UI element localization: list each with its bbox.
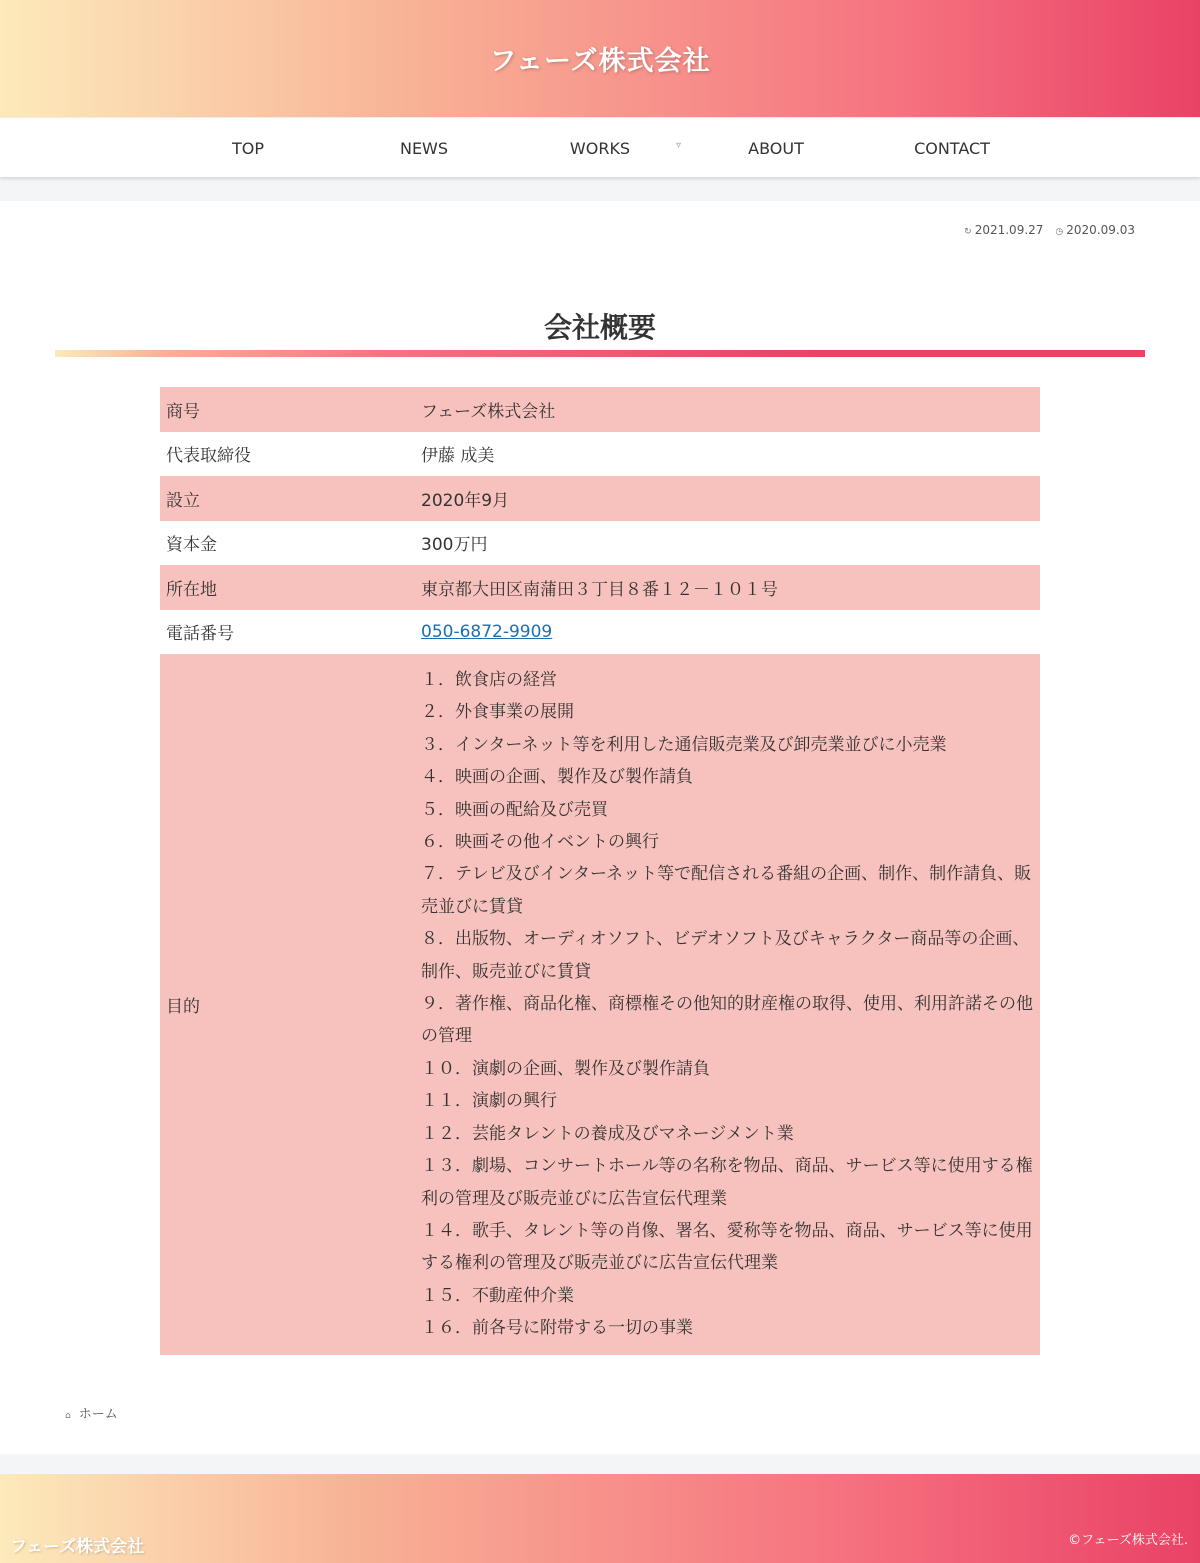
purpose-item: １２．芸能タレントの養成及びマネージメント業: [421, 1123, 794, 1144]
purpose-item: ２．外食事業の展開: [421, 702, 574, 723]
nav-item-top[interactable]: TOP: [231, 138, 264, 158]
purpose-item: １５．不動産仲介業: [421, 1285, 574, 1306]
row-label: 資本金: [166, 535, 217, 556]
row-value: フェーズ株式会社: [415, 387, 1040, 432]
row-label: 所在地: [160, 565, 415, 610]
purpose-item: １０．演劇の企画、製作及び製作請負: [421, 1058, 710, 1079]
phone-link[interactable]: 050-6872-9909: [421, 621, 553, 642]
purpose-item: ６．映画その他イベントの興行: [421, 832, 659, 853]
nav-item-about[interactable]: ABOUT: [748, 138, 804, 158]
site-title[interactable]: フェーズ株式会社: [489, 46, 711, 77]
table-row: [160, 476, 1040, 521]
row-value: 東京都大田区南蒲田３丁目８番１２－１０１号: [415, 565, 1040, 610]
purpose-item: ４．映画の企画、製作及び製作請負: [421, 767, 693, 788]
post-dates: [964, 223, 1135, 237]
purpose-item: １４．歌手、タレント等の肖像、署名、愛称等を物品、商品、サービス等に使用する権利の管理及び販売並びに広告宣伝代理業: [421, 1220, 1033, 1274]
row-label: 設立: [160, 476, 415, 521]
copyright: ©フェーズ株式会社.: [1068, 1533, 1188, 1548]
table-row: [160, 387, 1040, 432]
purpose-item: ９．著作権、商品化権、商標権その他知的財産権の取得、使用、利用許諾その他の管理: [421, 994, 1033, 1047]
row-label: 電話番号: [166, 624, 234, 645]
row-value: [415, 610, 1040, 655]
purpose-item: ８．出版物、オーディオソフト、ビデオソフト及びキャラクター商品等の企画、制作、販売並びに賃貸: [421, 929, 1030, 982]
purpose-list: [415, 654, 1040, 1355]
breadcrumb: [65, 1403, 118, 1422]
nav-item-works[interactable]: WORKS: [569, 138, 631, 158]
refresh-icon: ↻: [964, 227, 972, 237]
clock-icon: ◷: [1055, 227, 1064, 237]
main-content: [0, 201, 1200, 1454]
updated-date: ↻ 2021.09.27: [964, 223, 1044, 237]
table-row: [160, 521, 1040, 566]
purpose-item: ３．インターネット等を利用した通信販売業及び卸売業並びに小売業: [421, 734, 947, 755]
table-row: [160, 610, 1040, 655]
site-header: [0, 0, 1200, 117]
nav-item-contact[interactable]: CONTACT: [914, 138, 990, 158]
purpose-item: ５．映画の配給及び売買: [421, 799, 608, 820]
purpose-item: １１．演劇の興行: [421, 1091, 557, 1112]
nav-item-news[interactable]: NEWS: [399, 138, 449, 158]
title-underline: [55, 350, 1145, 357]
purpose-item: １３．劇場、コンサートホール等の名称を物品、商品、サービス等に使用する権利の管理及び販売並びに広告宣伝代理業: [421, 1156, 1033, 1209]
chevron-down-icon: ▿: [676, 140, 682, 151]
row-value: 2020年9月: [415, 476, 1040, 521]
purpose-item: １．飲食店の経営: [421, 670, 557, 690]
home-icon: ⌂: [65, 1411, 71, 1421]
purpose-item: １６．前各号に附帯する一切の事業: [421, 1318, 693, 1339]
purpose-item: ７．テレビ及びインターネット等で配信される番組の企画、制作、制作請負、販売並びに賃貸: [421, 864, 1032, 917]
row-label: 代表取締役: [166, 446, 251, 467]
site-footer: [0, 1474, 1200, 1563]
page-title: 会社概要: [543, 311, 656, 344]
table-row: [160, 432, 1040, 477]
published-date: ◷ 2020.09.03: [1055, 223, 1135, 237]
row-value: 伊藤 成美: [421, 446, 495, 467]
company-info-table: [160, 387, 1040, 1355]
table-row-purpose: [160, 654, 1040, 1355]
row-value: 300万円: [421, 535, 488, 556]
row-label: 目的: [160, 654, 415, 1355]
table-row: [160, 565, 1040, 610]
row-label: 商号: [160, 387, 415, 432]
footer-site-name[interactable]: フェーズ株式会社: [10, 1537, 145, 1557]
breadcrumb-home[interactable]: ホーム: [78, 1407, 118, 1422]
global-nav: [0, 117, 1200, 177]
